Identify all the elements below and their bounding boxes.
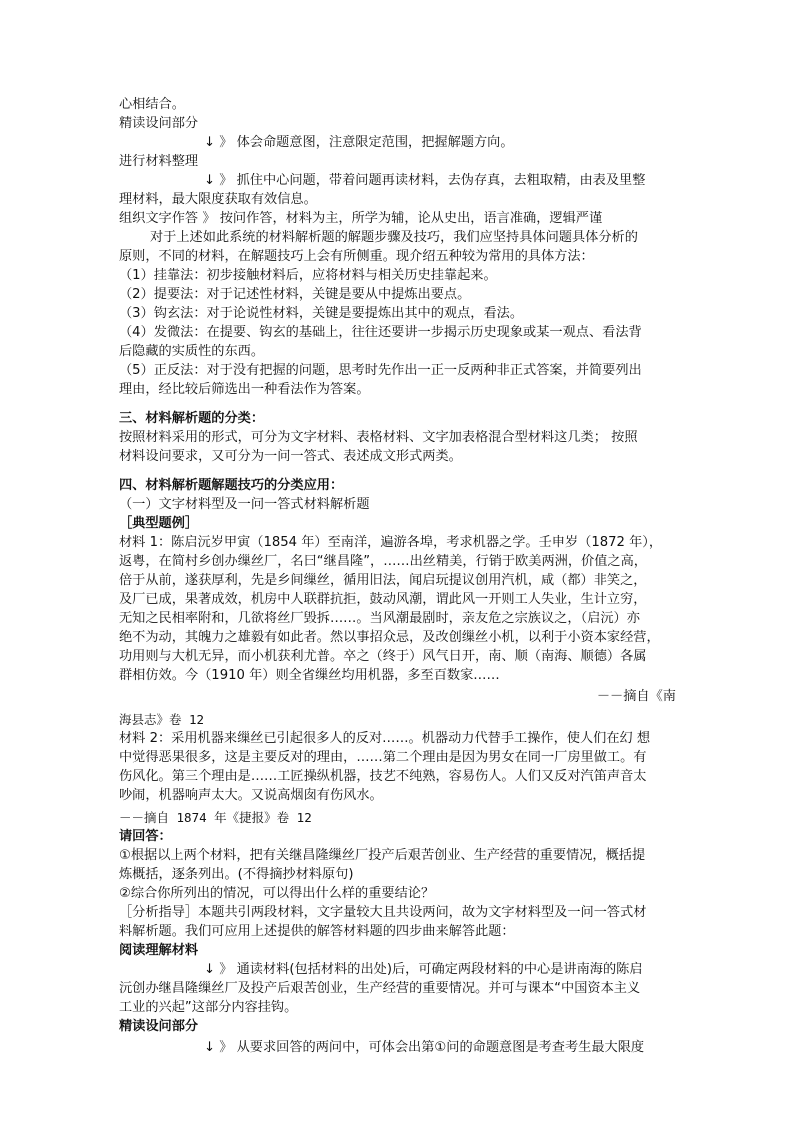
text-line: 后隐藏的实质性的东西。: [119, 344, 265, 359]
text-line: 返粤，在简村乡创办缫丝厂，名曰“继昌隆”，……出丝精美，行销于欧美两洲，价值之高，: [119, 554, 647, 569]
text-line: 无知之民相率附和，几欲将丝厂毁拆……。当风潮最剧时，亲友危之宗族议之，（启沅）亦: [119, 611, 640, 626]
text-line: 按照材料采用的形式，可分为文字材料、表格材料、文字加表格混合型材料这几类； 按照: [119, 430, 638, 445]
text-line: （3）钩玄法：对于论说性材料，关键是要提炼出其中的观点，看法。: [119, 306, 524, 321]
text-line: （一）文字材料型及一问一答式材料解析题: [119, 497, 370, 512]
text-line: 沅创办继昌隆缫丝厂及投产后艰苦创业，生产经营的重要情况。并可与课本“中国资本主义: [119, 981, 641, 996]
text-line: 材料 2：采用机器来缫丝已引起很多人的反对……。机器动力代替手工操作，使人们在幻 想: [119, 731, 651, 746]
section-heading: 四、材料解析题解题技巧的分类应用：: [119, 478, 344, 493]
text-line: 对于上述如此系统的材料解析题的解题步骤及技巧，我们应坚持具体问题具体分析的: [150, 230, 638, 245]
text-line: 中觉得恶果很多，这是主要反对的理由，……第二个理由是因为男女在同一厂房里做工。有: [119, 750, 647, 765]
subheading: ［典型题例］: [119, 516, 199, 531]
section-heading: 三、材料解析题的分类：: [119, 411, 265, 426]
citation: －－摘自 1874 年《捷报》卷 12: [119, 810, 312, 825]
text-line: ↓ 》 通读材料(包括材料的出处)后，可确定两段材料的中心是讲南海的陈启: [204, 962, 643, 977]
subheading: 精读设问部分: [119, 1019, 199, 1034]
text-line: 精读设问部分: [119, 116, 199, 131]
text-line: 功用则与大机无异，而小机获利尤普。卒之（终于）风气日开，南、顺（南海、顺德）各属: [119, 649, 647, 664]
text-line: 及厂已成，果著成效，机房中人联群抗拒，鼓动风潮，谓此风一开则工人失业，生计立穷，: [119, 592, 647, 607]
citation: －－摘自《南: [596, 689, 676, 704]
text-line: 工业的兴起”这部分内容挂钩。: [119, 1000, 298, 1015]
text-line: ①根据以上两个材料，把有关继昌隆缫丝厂投产后艰苦创业、生产经营的重要情况，概括提: [119, 848, 646, 863]
text-line: 材料设问要求，又可分为一问一答式、表述成文形式两类。: [119, 449, 462, 464]
text-line: 进行材料整理: [119, 154, 199, 169]
text-line: （2）提要法：对于记述性材料，关键是要从中提炼出要点。: [119, 287, 471, 302]
text-line: 群相仿效。今（1910 年）则全省缫丝均用机器，多至百数家……: [119, 668, 500, 683]
text-line: 心相结合。: [119, 97, 185, 112]
text-line: ↓ 》 抓住中心问题，带着问题再读材料，去伪存真，去粗取精，由表及里整: [204, 173, 646, 188]
text-line: 组织文字作答 》 按问作答，材料为主，所学为辅，论从史出，语言准确，逻辑严谨: [119, 211, 603, 226]
text-line: 原则，不同的材料，在解题技巧上会有所侧重。现介绍五种较为常用的具体方法：: [119, 249, 594, 264]
text-line: ［分析指导］本题共引两段材料，文字量较大且共设两问，故为文字材料型及一问一答式材: [119, 905, 647, 920]
text-line: 绝不为动，其魄力之雄毅有如此者。然以事招众忌，及改创缫丝小机，以利于小资本家经营，: [119, 630, 660, 645]
text-line: 炼概括，逐条列出。(不得摘抄材料原句): [119, 867, 354, 882]
text-line: （5）正反法：对于没有把握的问题，思考时先作出一正一反两种非正式答案，并简要列出: [119, 363, 642, 378]
subheading: 阅读理解材料: [119, 943, 199, 958]
text-line: 伤风化。第三个理由是……工匠操纵机器，技艺不纯熟，容易伤人。人们又反对汽笛声音太: [119, 769, 647, 784]
text-line: ↓ 》 体会命题意图，注意限定范围，把握解题方向。: [204, 135, 514, 150]
text-line: （4）发微法：在提要、钩玄的基础上，往往还要讲一步揭示历史现象或某一观点、看法背: [119, 325, 642, 340]
text-line: 吵闹，机器响声太大。又说高烟囱有伤风水。: [119, 788, 383, 803]
text-line: 理材料，最大限度获取有效信息。: [119, 192, 317, 207]
text-line: （1）挂靠法：初步接触材料后，应将材料与相关历史挂靠起来。: [119, 268, 497, 283]
citation: 海县志》卷 12: [119, 712, 205, 727]
text-line: 材料 1：陈启沅岁甲寅（1854 年）至南洋，遍游各埠，考求机器之学。壬申岁（1872 年），: [119, 535, 663, 550]
subheading: 请回答：: [119, 829, 172, 844]
text-line: ②综合你所列出的情况，可以得出什么样的重要结论？: [119, 886, 435, 901]
text-line: 理由，经比较后筛选出一种看法作为答案。: [119, 382, 370, 397]
text-line: 倍于从前，遂获厚利，先是乡间缫丝，循用旧法，闻启玩提议创用汽机，咸（都）非笑之，: [119, 573, 647, 588]
text-line: 料解析题。我们可应用上述提供的解答材料题的四步曲来解答此题：: [119, 924, 515, 939]
text-line: ↓ 》 从要求回答的两问中，可体会出第①问的命题意图是考查考生最大限度: [204, 1040, 645, 1055]
